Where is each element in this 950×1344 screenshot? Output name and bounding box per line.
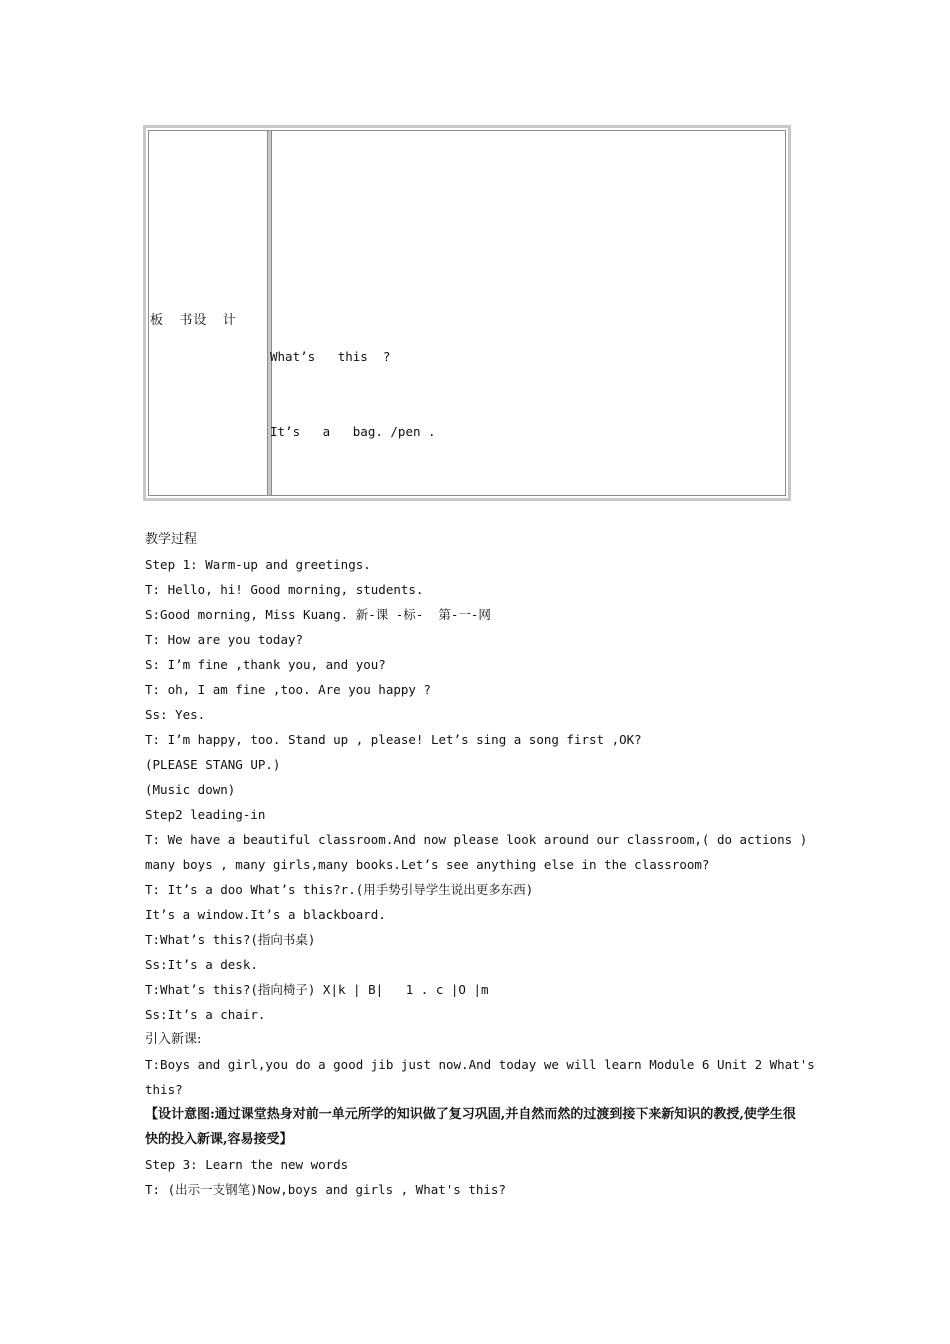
text-line: Step 3: Learn the new words (145, 1157, 349, 1172)
design-intent-note: 【设计意图:通过课堂热身对前一单元所学的知识做了复习巩固,并自然而然的过渡到接下来新知识的教授,使学生很快的投入新课,容易接受】 (145, 1107, 796, 1147)
text-line: T: How are you today? (145, 632, 304, 647)
text-line: T:What’s this?(指向椅子) X|k | B| 1 . c |O |m (145, 982, 489, 997)
text-line: T: Hello, hi! Good morning, students. (145, 582, 424, 597)
text-line: Step 1: Warm-up and greetings. (145, 557, 371, 572)
board-design-content (270, 294, 436, 494)
section-heading: 引入新课: (145, 1032, 202, 1047)
text-line: S: I’m fine ,thank you, and you? (145, 657, 386, 672)
text-line: Ss:It’s a chair. (145, 1007, 266, 1022)
board-label-cell (149, 131, 268, 495)
board-content-line: It’s a bag. /pen . (270, 424, 436, 439)
text-line: T: It’s a doo What’s this?r.(用手势引导学生说出更多东西) (145, 882, 534, 897)
text-line: T: I’m happy, too. Stand up , please! Let’s sing a song first ,OK? (145, 732, 642, 747)
text-line: T:What’s this?(指向书桌) (145, 932, 316, 947)
board-design-table (143, 125, 791, 501)
lesson-process-text (145, 527, 815, 1202)
text-line: this? (145, 1082, 183, 1097)
board-design-label: 板 书设 计 (150, 313, 237, 328)
text-line: (PLEASE STANG UP.) (145, 757, 281, 772)
text-line: (Music down) (145, 782, 236, 797)
text-line: Step2 leading-in (145, 807, 266, 822)
board-content-line: What’s this ? (270, 349, 391, 364)
text-line: T: We have a beautiful classroom.And now please look around our classroom,( do actions ) (145, 832, 808, 847)
section-heading: 教学过程 (145, 532, 198, 547)
text-line: T:Boys and girl,you do a good jib just now.And today we will learn Module 6 Unit 2 What's (145, 1057, 815, 1072)
text-line: It’s a window.It’s a blackboard. (145, 907, 386, 922)
text-line: Ss: Yes. (145, 707, 206, 722)
text-line: Ss:It’s a desk. (145, 957, 258, 972)
text-line: S:Good morning, Miss Kuang. 新-课 -标- 第-一-网 (145, 607, 491, 622)
text-line: many boys , many girls,many books.Let’s see anything else in the classroom? (145, 857, 710, 872)
text-line: T: (出示一支钢笔)Now,boys and girls , What's this? (145, 1182, 506, 1197)
text-line: T: oh, I am fine ,too. Are you happy ? (145, 682, 431, 697)
